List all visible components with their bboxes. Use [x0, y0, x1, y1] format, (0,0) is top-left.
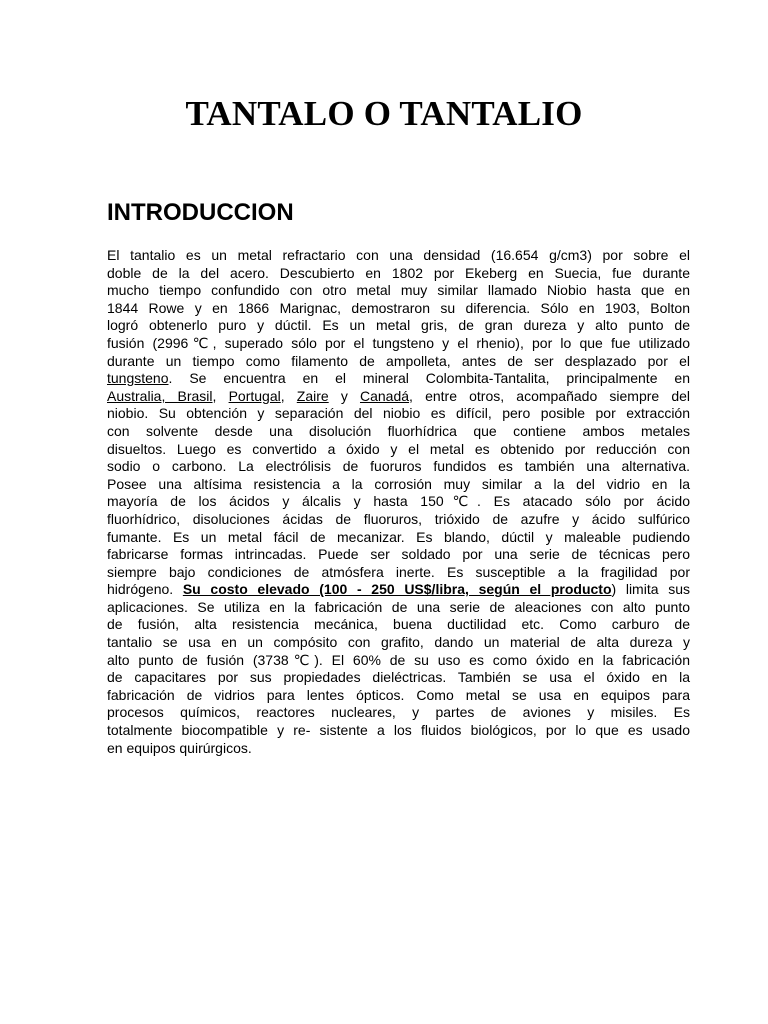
- paragraph-line: [107, 687, 690, 705]
- line-text: totalmente biocompatible y re- sistente a los fluidos biológicos, por lo que es usado: [107, 722, 690, 739]
- line-text: siempre bajo condiciones de atmósfera inerte. Es susceptible a la fragilidad por: [107, 563, 690, 580]
- paragraph-line: [107, 669, 690, 687]
- paragraph-line: [107, 353, 690, 371]
- line-text: durante un tiempo como filamento de ampolleta, antes de ser desplazado por el: [107, 352, 690, 369]
- paragraph-line: [107, 511, 690, 529]
- paragraph-line: [107, 317, 690, 335]
- body-paragraph: [107, 247, 690, 757]
- paragraph-line: [107, 388, 690, 406]
- line-text: fabricarse formas intrincadas. Puede ser soldado por una serie de técnicas pero: [107, 546, 690, 563]
- paragraph-line: [107, 616, 690, 634]
- paragraph-line: [107, 599, 690, 617]
- line-text: Posee una altísima resistencia a la corrosión muy similar a la del vidrio en la: [107, 475, 690, 492]
- line-text: logró obtenerlo puro y dúctil. Es un metal gris, de gran dureza y alto punto de: [107, 317, 690, 334]
- line-text: doble de la del acero. Descubierto en 1802 por Ekeberg en Suecia, fue durante: [107, 264, 690, 281]
- link-portugal[interactable]: Portugal: [228, 387, 281, 404]
- link-costo-elevado[interactable]: Su costo elevado (100 - 250 US$/libra, según el producto: [182, 581, 612, 598]
- paragraph-line: [107, 370, 690, 388]
- paragraph-line: [107, 722, 690, 740]
- document-title: TANTALO O TANTALIO: [185, 94, 583, 133]
- link-canada[interactable]: Canadá: [359, 387, 410, 404]
- line-text: sodio o carbono. La electrólisis de fuoruros fundidos es también una alternativa.: [107, 458, 690, 475]
- line-text: ,: [280, 387, 297, 404]
- line-text: mucho tiempo confundido con otro metal muy similar llamado Niobio hasta que en: [107, 282, 690, 299]
- paragraph-line: [107, 652, 690, 670]
- line-text: fusión (2996℃, superado sólo por el tungsteno y el rhenio), por lo que fue utilizado: [107, 334, 690, 351]
- line-text: niobio. Su obtención y separación del niobio es difícil, pero posible por extracción: [107, 405, 690, 422]
- line-text: ,: [212, 387, 229, 404]
- paragraph-line: [107, 740, 690, 758]
- paragraph-line: [107, 458, 690, 476]
- paragraph-line: [107, 581, 690, 599]
- paragraph-line: [107, 634, 690, 652]
- line-text: y: [328, 387, 360, 404]
- line-text: 1844 Rowe y en 1866 Marignac, demostraron su diferencia. Sólo en 1903, Bolton: [107, 299, 690, 316]
- paragraph-line: [107, 282, 690, 300]
- paragraph-line: [107, 704, 690, 722]
- paragraph-line: [107, 405, 690, 423]
- paragraph-line: [107, 493, 690, 511]
- paragraph-line: [107, 300, 690, 318]
- link-australia[interactable]: Australia: [107, 387, 162, 404]
- line-text: , entre otros, acompañado siempre del: [409, 387, 691, 404]
- line-text: alto punto de fusión (3738℃). El 60% de su uso es como óxido en la fabricación: [107, 651, 690, 668]
- paragraph-line: [107, 265, 690, 283]
- line-text: fumante. Es un metal fácil de mecanizar. Es blando, dúctil y maleable pudiendo: [107, 528, 690, 545]
- line-text: procesos químicos, reactores nucleares, y partes de aviones y misiles. Es: [107, 704, 690, 721]
- paragraph-line: [107, 335, 690, 353]
- line-text: fluorhídrico, disoluciones ácidas de fluoruros, trióxido de azufre y ácido sulfúrico: [107, 510, 690, 527]
- line-text: ) limita sus: [611, 581, 690, 598]
- link-brasil[interactable]: Brasil: [177, 387, 213, 404]
- line-text: fabricación de vidrios para lentes ópticos. Como metal se usa en equipos para: [107, 686, 690, 703]
- line-text: mayoría de los ácidos y álcalis y hasta 150℃. Es atacado sólo por ácido: [107, 493, 690, 510]
- paragraph-line: [107, 423, 690, 441]
- line-text: con solvente desde una disolución fluorhídrica que contiene ambos metales: [107, 422, 690, 439]
- line-text: en equipos quirúrgicos.: [107, 739, 252, 756]
- paragraph-line: [107, 476, 690, 494]
- link-tungsteno[interactable]: tungsteno: [107, 370, 169, 387]
- link-separator: ,: [161, 387, 178, 404]
- line-text: de capacitares por sus propiedades dieléctricas. También se usa el óxido en la: [107, 669, 690, 686]
- line-text: El tantalio es un metal refractario con una densidad (16.654 g/cm3) por sobre el: [107, 247, 690, 263]
- section-heading: INTRODUCCION: [107, 199, 294, 226]
- line-text: hidrógeno.: [107, 581, 183, 598]
- paragraph-line: [107, 441, 690, 459]
- paragraph-line: [107, 546, 690, 564]
- line-text: aplicaciones. Se utiliza en la fabricación de una serie de aleaciones con alto punto: [107, 598, 690, 615]
- paragraph-line: [107, 564, 690, 582]
- line-text: tantalio se usa en un compósito con grafito, dando un material de alta dureza y: [107, 634, 690, 651]
- line-text: de fusión, alta resistencia mecánica, buena ductilidad etc. Como carburo de: [107, 616, 690, 633]
- line-text: disueltos. Luego es convertido a óxido y el metal es obtenido por reducción con: [107, 440, 690, 457]
- paragraph-line: [107, 529, 690, 547]
- paragraph-line: [107, 247, 690, 265]
- link-zaire[interactable]: Zaire: [296, 387, 329, 404]
- line-text: . Se encuentra en el mineral Colombita-Tantalita, principalmente en: [168, 370, 690, 387]
